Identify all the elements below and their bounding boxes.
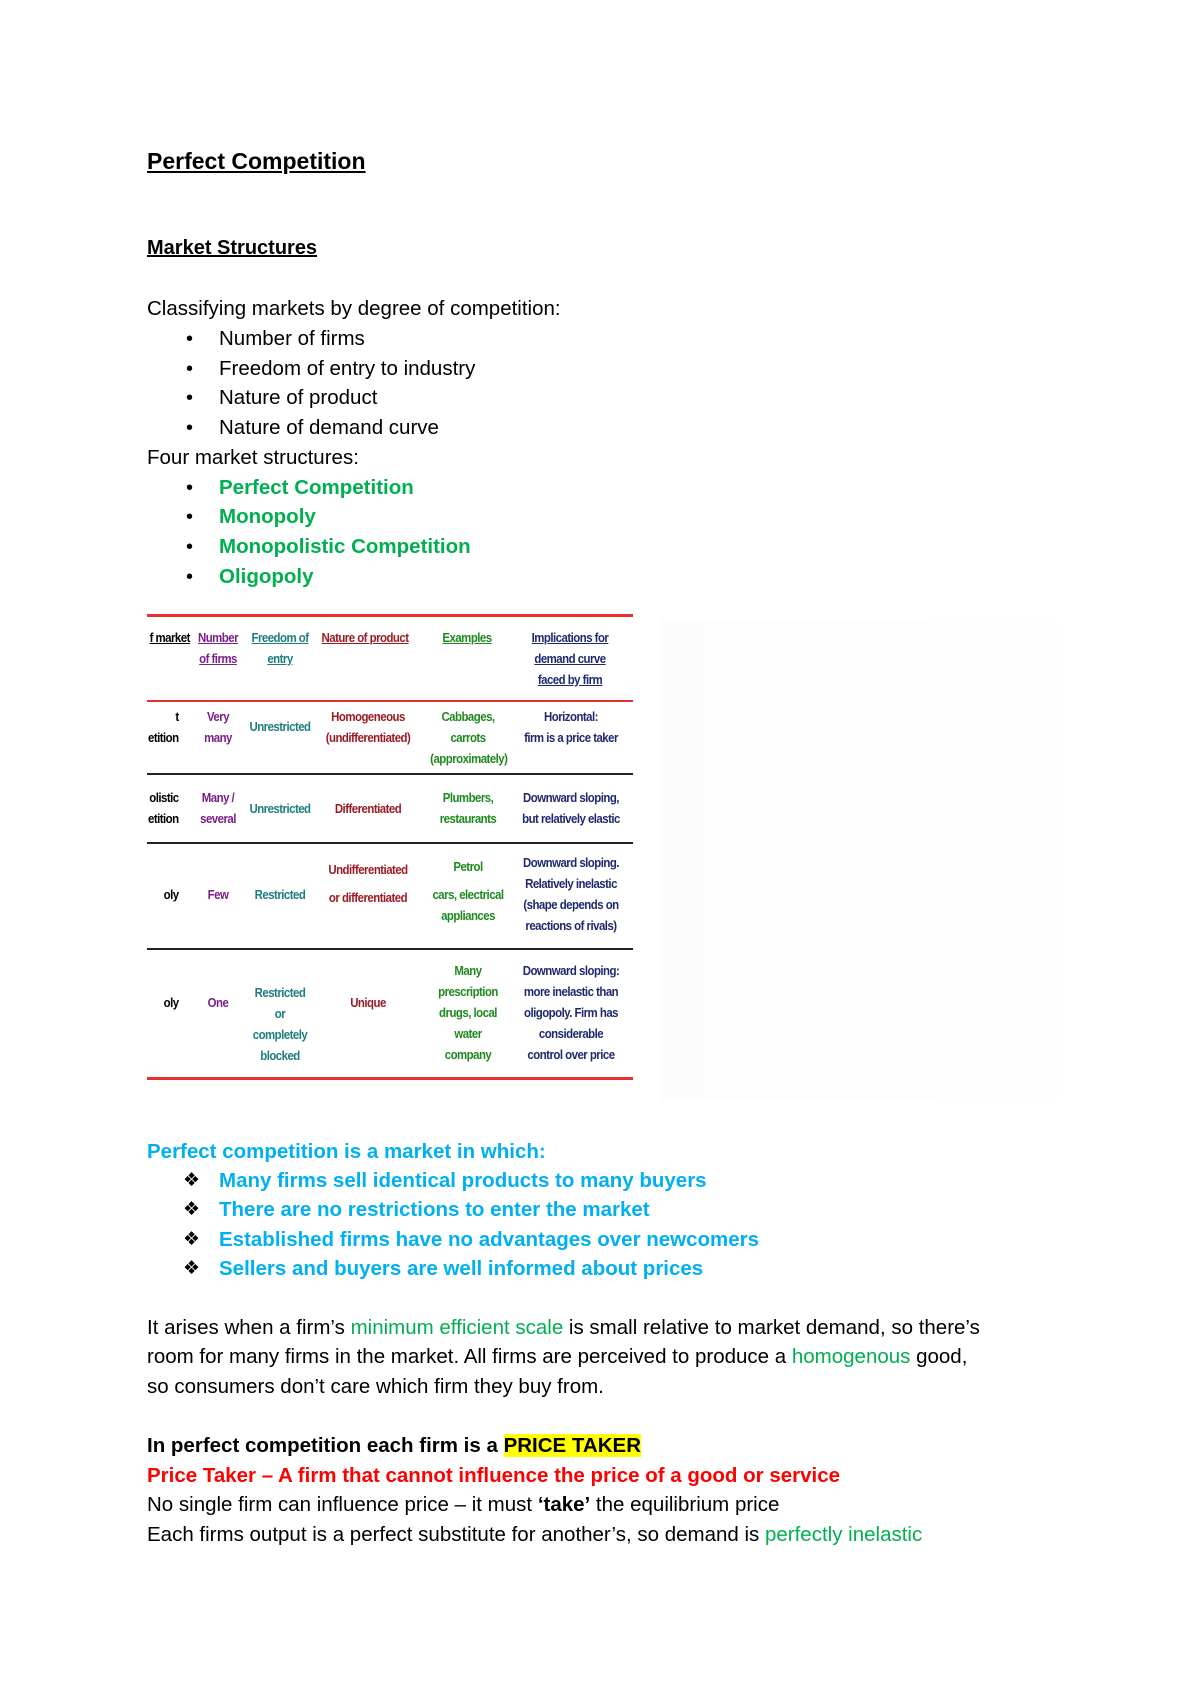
definition-line: Price Taker – A firm that cannot influence the price of a good or service [147,1464,841,1487]
cell-line: Downward sloping, [523,790,619,805]
highlight-term: perfectly inelastic [764,1523,923,1546]
cell-line: (undifferentiated) [325,730,411,745]
text: It arises when a firm’s [147,1316,351,1339]
table-cell: One [207,995,229,1010]
header-firms [196,627,240,669]
table-cell: oly [163,995,179,1010]
cell-line: several [200,811,236,826]
table-cell [520,706,622,748]
table-cell: Differentiated [334,801,402,816]
cell-line: t [175,709,179,724]
cell-line: (shape depends on [523,897,619,912]
table-cell [321,856,414,912]
text: the equilibrium price [590,1493,780,1516]
cell-line: cars, electrical [432,887,504,902]
paragraph-line [147,1522,922,1548]
list-item: Nature of product [219,386,378,409]
header-entry [249,627,311,669]
image-background [660,620,1060,1100]
table-cell [147,706,179,748]
text: Each firms output is a perfect substitute for another’s, so demand is [147,1523,765,1546]
cell-line: carrots [450,730,486,745]
cell-line: (approximately) [430,751,508,766]
table-cell [196,706,240,748]
bullet: • [186,387,194,409]
table-cell [147,787,179,829]
text: good, [910,1345,968,1368]
diamond-bullet-icon: ❖ [183,1258,201,1279]
bullet: • [186,417,194,439]
header-entry-line: entry [267,651,293,666]
cell-line: Horizontal: [544,709,598,724]
header-firms-line: Number [197,630,239,645]
cell-line: appliances [441,908,495,923]
header-implications-line: Implications for [531,630,609,645]
table-rule-header [147,700,633,702]
list-item: Nature of demand curve [219,416,439,439]
market-structures-table [147,612,633,1082]
cell-line: drugs, local [439,1005,497,1020]
list-item: Freedom of entry to industry [219,357,476,380]
list-item: Oligopoly [219,565,314,588]
header-implications-line: demand curve [534,651,606,666]
list-item: Established firms have no advantages over newcomers [219,1228,760,1251]
paragraph-line [147,1433,641,1459]
table-cell [321,706,414,748]
header-entry-line: Freedom of [251,630,309,645]
highlight-term: homogenous [791,1345,911,1368]
cell-line: Relatively inelastic [525,876,617,891]
emphasis: ‘take’ [537,1493,591,1516]
table-rule [147,948,633,950]
table-cell [430,706,506,769]
header-examples: Examples [442,630,492,645]
table-rule [147,773,633,775]
table-cell [520,852,622,936]
cell-line: Downward sloping. [523,855,619,870]
cell-line: but relatively elastic [522,811,620,826]
list-item: Monopolistic Competition [219,535,471,558]
cell-line: Petrol [453,859,483,874]
bullet: • [186,566,194,588]
cell-line: reactions of rivals) [525,918,617,933]
cell-line: water company [444,1026,492,1062]
table-cell: Few [207,887,229,902]
cell-line: restaurants [439,811,497,826]
table-cell [520,960,622,1065]
table-cell [430,960,506,1065]
highlight-term: minimum efficient scale [350,1316,564,1339]
header-firms-line: of firms [199,651,237,666]
classifying-intro: Classifying markets by degree of competition: [147,297,561,320]
table-cell: Unique [350,995,386,1010]
header-product: Nature of product [321,630,409,645]
cell-line: firm is a price taker [524,730,618,745]
diamond-bullet-icon: ❖ [183,1170,201,1191]
table-cell [430,787,506,829]
text: room for many firms in the market. All firms are perceived to produce a [147,1345,792,1368]
paragraph-line [147,1492,779,1518]
cell-line: prescription [438,984,498,999]
structures-intro: Four market structures: [147,446,359,469]
bullet: • [186,477,194,499]
diamond-bullet-icon: ❖ [183,1229,201,1250]
list-item: Monopoly [219,505,316,528]
bullet: • [186,506,194,528]
list-item: There are no restrictions to enter the market [219,1198,650,1221]
table-cell [520,787,622,829]
list-item: Many firms sell identical products to many buyers [219,1169,707,1192]
bullet: • [186,358,194,380]
cell-line: control over price [527,1047,615,1062]
table-rule-bottom [147,1077,633,1080]
cell-line: Very [206,709,230,724]
table-cell: oly [163,887,179,902]
section-heading: Market Structures [147,237,318,259]
text: In perfect competition each firm is a [147,1434,504,1457]
cell-line: completely [252,1027,308,1042]
header-implications-line: faced by firm [537,672,603,687]
table-cell: Restricted [254,887,306,902]
page-title: Perfect Competition [147,148,366,174]
table-cell [196,787,240,829]
cell-line: olistic [149,790,179,805]
header-implications [522,627,619,690]
definition-intro: Perfect competition is a market in which: [147,1140,546,1163]
cell-line: oligopoly. Firm has [523,1005,618,1020]
paragraph-line: so consumers don’t care which firm they buy from. [147,1375,604,1398]
cell-line: Downward sloping: [522,963,620,978]
cell-line: Restricted or [254,985,306,1021]
table-cell [430,856,506,926]
cell-line: considerable [538,1026,604,1041]
list-item: Perfect Competition [219,476,414,499]
highlighted-term: PRICE TAKER [503,1434,641,1457]
table-cell [249,982,311,1066]
bullet: • [186,328,194,350]
table-rule-top [147,614,633,617]
cell-line: more inelastic than [523,984,619,999]
table-cell: Unrestricted [249,801,311,816]
cell-line: Cabbages, [441,709,495,724]
text: No single firm can influence price – it must [147,1493,538,1516]
cell-line: or differentiated [328,890,408,905]
table-rule [147,842,633,844]
list-item: Number of firms [219,327,365,350]
cell-line: many [204,730,232,745]
table-cell: Unrestricted [249,719,311,734]
cell-line: blocked [260,1048,300,1063]
cell-line: Homogeneous [331,709,405,724]
paragraph-line [147,1344,967,1370]
paragraph-line [147,1315,980,1341]
bullet: • [186,536,194,558]
header-type: f market [149,630,190,645]
cell-line: Undifferentiated [328,862,408,877]
cell-line: Many [454,963,482,978]
cell-line: etition [147,811,179,826]
text: is small relative to market demand, so there’s [563,1316,980,1339]
diamond-bullet-icon: ❖ [183,1199,201,1220]
list-item: Sellers and buyers are well informed about prices [219,1257,704,1280]
cell-line: Many / [201,790,235,805]
cell-line: etition [147,730,179,745]
cell-line: Plumbers, [442,790,494,805]
